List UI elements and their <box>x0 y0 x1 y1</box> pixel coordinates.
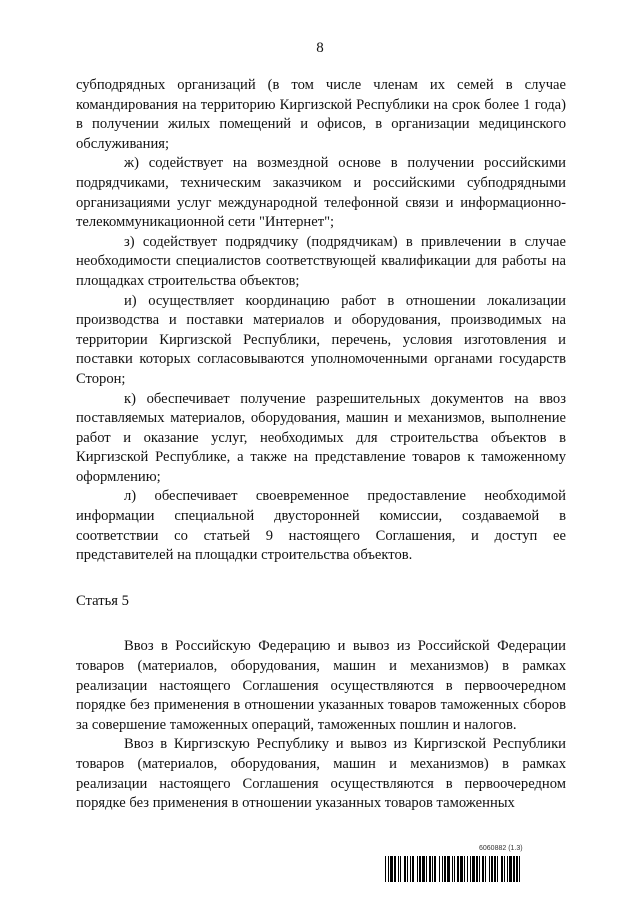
barcode <box>385 845 570 885</box>
paragraph: ж) содействует на возмездной основе в получении российскими подрядчиками, техническим заказчиком и российскими субподрядными организациями услуг международной телефонной связи и информационно-телекоммуникационной сети "Интернет"; <box>76 155 566 231</box>
paragraph: л) обеспечивает своевременное предоставление необходимой информации специальной двусторонней комиссии, создаваемой в соответствии со статьей 9 настоящего Соглашения, и доступ ее представителей на площадки строительства объектов. <box>76 488 566 564</box>
document-body <box>76 76 566 814</box>
page-number: 8 <box>316 40 324 56</box>
paragraph: и) осуществляет координацию работ в отношении локализации производства и поставки материалов и оборудования, производимых на территории Киргизской Республики, перечень, условия изготовления и поставки которых согласовываются уполномоченными органами государств Сторон; <box>76 292 566 387</box>
paragraph: к) обеспечивает получение разрешительных документов на ввоз поставляемых материалов, оборудования, машин и механизмов, выполнение работ и оказание услуг, необходимых для строительства объектов в Киргизской Республике, а также на представление товаров к таможенному оформлению; <box>76 390 566 485</box>
barcode-icon <box>385 856 570 882</box>
paragraph: з) содействует подрядчику (подрядчикам) в привлечении в случае необходимости специалистов соответствующей квалификации для работы на площадках строительства объектов; <box>76 233 566 289</box>
paragraph: Ввоз в Российскую Федерацию и вывоз из Российской Федерации товаров (материалов, оборудования, машин и механизмов) в рамках реализации настоящего Соглашения осуществляются в первоочередном порядке без применения в отношении указанных товаров таможенных сборов за совершение таможенных операций, таможенных пошлин и налогов. <box>76 638 566 733</box>
paragraph: субподрядных организаций (в том числе членам их семей в случае командирования на территорию Киргизской Республики на срок более 1 года) в получении жилых помещений и офисов, в организации медицинского обслуживания; <box>76 77 566 152</box>
barcode-id: 6060882 (1.3) <box>479 845 523 852</box>
paragraph: Ввоз в Киргизскую Республику и вывоз из Киргизской Республики товаров (материалов, оборудования, машин и механизмов) в рамках реализации настоящего Соглашения осуществляются в первоочередном порядке без применения в отношении указанных товаров таможенных <box>76 736 566 812</box>
article-heading: Статья 5 <box>76 592 129 609</box>
